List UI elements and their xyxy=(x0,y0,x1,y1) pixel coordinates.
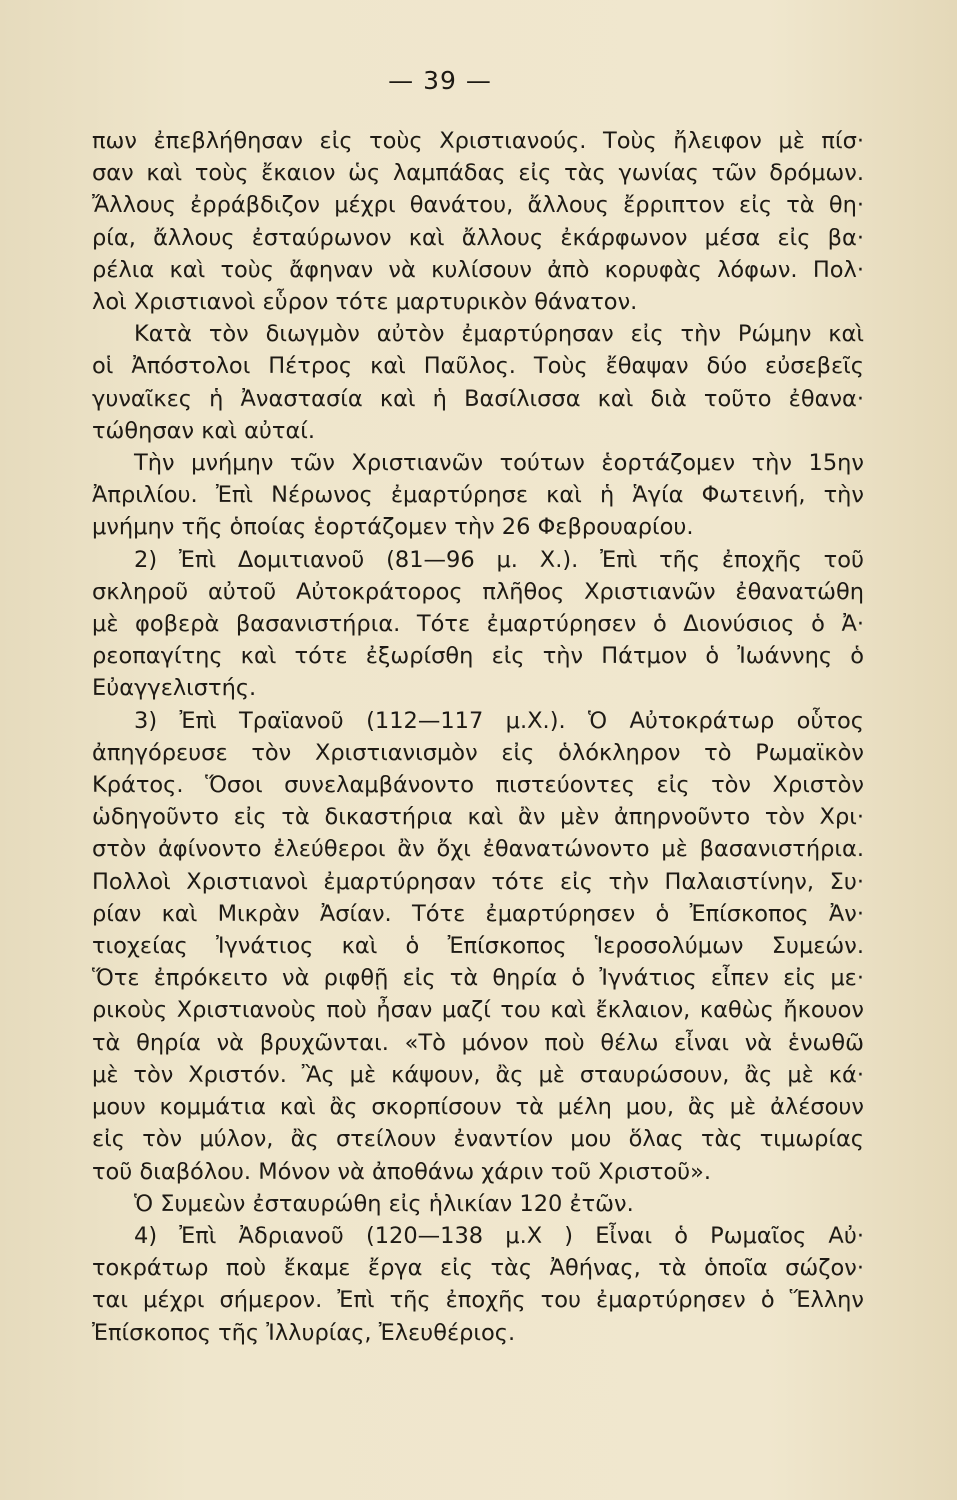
text-line: 2) Ἐπὶ Δομιτιανοῦ (81—96 μ. Χ.). Ἐπὶ τῆς ἐποχῆς τοῦ xyxy=(134,546,864,573)
text-line: ἀπηγόρευσε τὸν Χριστιανισμὸν εἰς ὁλόκληρον τὸ Ρωμαϊκὸν xyxy=(92,739,864,766)
text-line: τώθησαν καὶ αὐταί. xyxy=(92,417,316,444)
paragraph-p2 xyxy=(92,318,864,447)
paragraph-p3 xyxy=(92,447,864,544)
text-line: ρεοπαγίτης καὶ τότε ἐξωρίσθη εἰς τὴν Πάτμον ὁ Ἰωάννης ὁ xyxy=(92,643,864,670)
text-line: μὲ τὸν Χριστόν. Ἂς μὲ κάψουν, ἂς μὲ σταυρώσουν, ἂς μὲ κά· xyxy=(92,1061,864,1088)
text-line: Ὅτε ἐπρόκειτο νὰ ριφθῇ εἰς τὰ θηρία ὁ Ἰγνάτιος εἶπεν εἰς με· xyxy=(92,965,864,992)
text-line: Ἄλλους ἐρράβδιζον μέχρι θανάτου, ἄλλους ἔρριπτον εἰς τὰ θη· xyxy=(92,192,864,219)
text-line: ρικοὺς Χριστιανοὺς ποὺ ἦσαν μαζί του καὶ ἔκλαιον, καθὼς ἤκουον xyxy=(92,997,864,1024)
paragraph-p1 xyxy=(92,125,864,318)
text-line: μὲ φοβερὰ βασανιστήρια. Τότε ἐμαρτύρησεν ὁ Διονύσιος ὁ Ἀ· xyxy=(92,611,864,638)
text-line: πων ἐπεβλήθησαν εἰς τοὺς Χριστιανούς. Τοὺς ἤλειφον μὲ πίσ· xyxy=(92,128,864,154)
text-line: γυναῖκες ἡ Ἀναστασία καὶ ἡ Βασίλισσα καὶ διὰ τοῦτο ἐθανα· xyxy=(92,385,864,412)
text-line: ται μέχρι σήμερον. Ἐπὶ τῆς ἐποχῆς του ἐμαρτύρησεν ὁ Ἕλλην xyxy=(92,1287,864,1314)
text-line: ρέλια καὶ τοὺς ἄφηναν νὰ κυλίσουν ἀπὸ κορυφὰς λόφων. Πολ· xyxy=(92,256,864,283)
text-line: ρία, ἄλλους ἐσταύρωνον καὶ ἄλλους ἐκάρφωνον μέσα εἰς βα· xyxy=(92,224,864,251)
text-line: μουν κομμάτια καὶ ἂς σκορπίσουν τὰ μέλη μου, ἂς μὲ ἀλέσουν xyxy=(92,1094,864,1121)
text-line: ρίαν καὶ Μικρὰν Ἀσίαν. Τότε ἐμαρτύρησεν ὁ Ἐπίσκοπος Ἀν· xyxy=(92,900,864,927)
text-line: Κατὰ τὸν διωγμὸν αὐτὸν ἐμαρτύρησαν εἰς τὴν Ρώμην καὶ xyxy=(134,321,864,348)
text-line: λοὶ Χριστιανοὶ εὗρον τότε μαρτυρικὸν θάνατον. xyxy=(92,289,638,316)
text-line: τιοχείας Ἰγνάτιος καὶ ὁ Ἐπίσκοπος Ἱεροσολύμων Συμεών. xyxy=(92,933,864,960)
paragraph-p5 xyxy=(92,705,864,1188)
text-line: Τὴν μνήμην τῶν Χριστιανῶν τούτων ἑορτάζομεν τὴν 15ην xyxy=(134,450,864,477)
text-line: Ἐπίσκοπος τῆς Ἰλλυρίας, Ἐλευθέριος. xyxy=(92,1319,516,1346)
text-line: Κράτος. Ὅσοι συνελαμβάνοντο πιστεύοντες εἰς τὸν Χριστὸν xyxy=(92,772,864,799)
text-line: σαν καὶ τοὺς ἔκαιον ὡς λαμπάδας εἰς τὰς γωνίας τῶν δρόμων. xyxy=(92,160,864,187)
text-line: τοκράτωρ ποὺ ἔκαμε ἔργα εἰς τὰς Ἀθήνας, τὰ ὁποῖα σώζον· xyxy=(92,1255,864,1282)
text-line: μνήμην τῆς ὁποίας ἑορτάζομεν τὴν 26 Φεβρουαρίου. xyxy=(92,514,694,541)
text-line: 3) Ἐπὶ Τραϊανοῦ (112—117 μ.Χ.). Ὁ Αὐτοκράτωρ οὗτος xyxy=(134,707,864,734)
text-line: τὰ θηρία νὰ βρυχῶνται. «Τὸ μόνον ποὺ θέλω εἶναι νὰ ἑνωθῶ xyxy=(92,1029,864,1056)
paragraph-p4 xyxy=(92,544,864,705)
text-line: ὡδηγοῦντο εἰς τὰ δικαστήρια καὶ ἂν μὲν ἀπηρνοῦντο τὸν Χρι· xyxy=(92,804,864,831)
text-line: Πολλοὶ Χριστιανοὶ ἐμαρτύρησαν τότε εἰς τὴν Παλαιστίνην, Συ· xyxy=(92,868,864,895)
text-line: στὸν ἀφίνοντο ἐλεύθεροι ἂν ὄχι ἐθανατώνοντο μὲ βασανιστήρια. xyxy=(92,836,864,863)
text-line: 4) Ἐπὶ Ἀδριανοῦ (120—138 μ.Χ ) Εἶναι ὁ Ρωμαῖος Αὐ· xyxy=(134,1222,864,1249)
text-line: Ἀπριλίου. Ἐπὶ Νέρωνος ἐμαρτύρησε καὶ ἡ Ἁγία Φωτεινή, τὴν xyxy=(92,482,864,509)
text-line: Εὐαγγελιστής. xyxy=(92,675,257,702)
text-line: εἰς τὸν μύλον, ἂς στείλουν ἐναντίον μου ὅλας τὰς τιμωρίας xyxy=(92,1126,864,1153)
paragraph-p6 xyxy=(92,1188,864,1220)
text-line: Ὁ Συμεὼν ἐσταυρώθη εἰς ἡλικίαν 120 ἐτῶν. xyxy=(134,1190,634,1217)
body-text xyxy=(92,125,864,1349)
text-line: οἱ Ἀπόστολοι Πέτρος καὶ Παῦλος. Τοὺς ἔθαψαν δύο εὐσεβεῖς xyxy=(92,353,864,380)
text-line: σκληροῦ αὐτοῦ Αὐτοκράτορος πλῆθος Χριστιανῶν ἐθανατώθη xyxy=(92,578,864,605)
paragraph-p7 xyxy=(92,1220,864,1349)
page-number: — 39 — xyxy=(388,66,492,95)
text-line: τοῦ διαβόλου. Μόνον νὰ ἀποθάνω χάριν τοῦ Χριστοῦ». xyxy=(92,1158,712,1185)
